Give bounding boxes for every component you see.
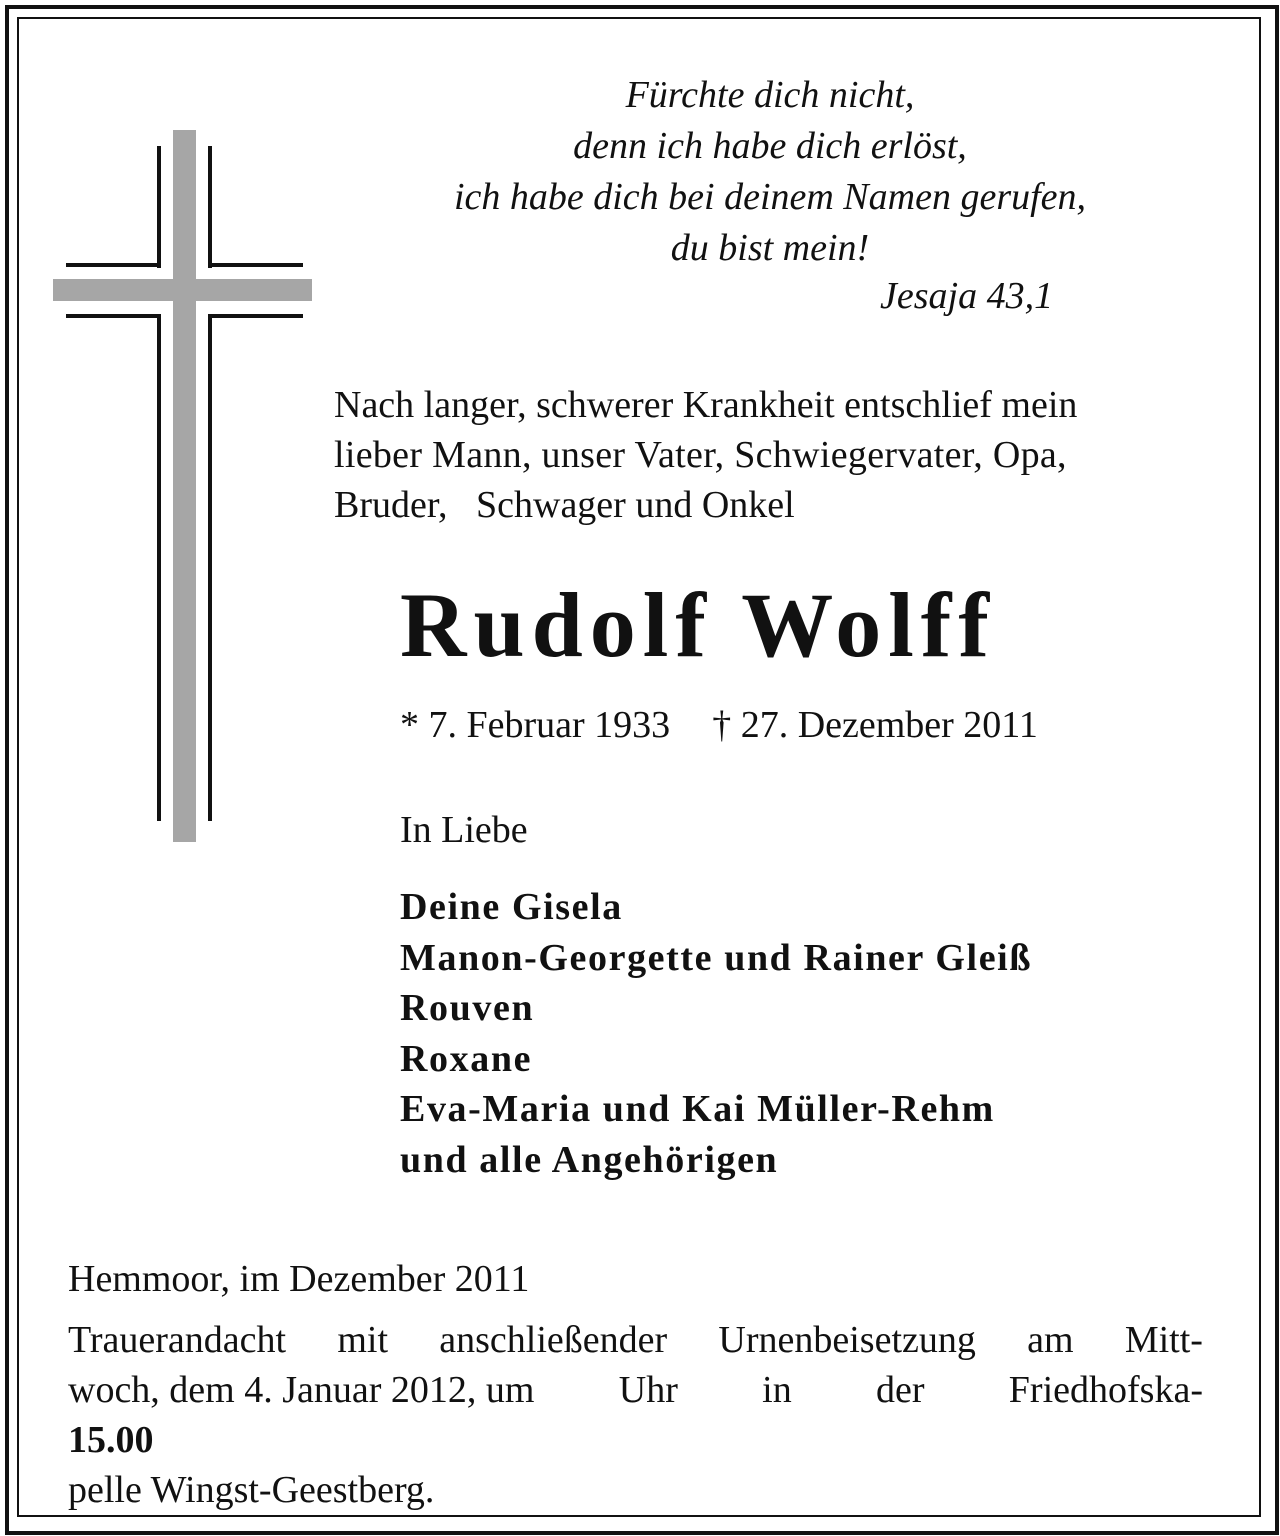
verse-line: Fürchte dich nicht, [625, 74, 915, 116]
bible-verse [390, 70, 1150, 274]
birth-date: * 7. Februar 1933 [400, 704, 671, 746]
intro-text [334, 380, 1077, 530]
closing-phrase: In Liebe [400, 809, 528, 851]
family-member: Eva-Maria und Kai Müller-Rehm [400, 1088, 995, 1130]
service-word: mit [337, 1319, 389, 1361]
service-word: Urnenbeisetzung [718, 1319, 976, 1361]
family-member: Deine Gisela [400, 886, 623, 928]
verse-reference: Jesaja 43,1 [880, 275, 1054, 317]
service-line [68, 1315, 1203, 1365]
family-signatures [400, 882, 1032, 1185]
service-word: Friedhofska- [1008, 1369, 1203, 1411]
family-member: Manon-Georgette und Rainer Gleiß [400, 936, 1033, 979]
service-word: Trauerandacht [68, 1319, 287, 1361]
service-word: anschließender [439, 1319, 668, 1361]
service-word: am [1027, 1319, 1074, 1361]
service-notice [68, 1315, 1208, 1515]
verse-line: ich habe dich bei deinem Namen gerufen, [453, 176, 1087, 218]
family-member: Rouven [400, 987, 535, 1029]
service-word: Mitt- [1124, 1319, 1203, 1361]
service-word: Uhr [618, 1369, 678, 1411]
intro-line: lieber Mann, unser Vater, Schwiegervater, Opa, [334, 434, 1067, 476]
service-line [68, 1365, 1203, 1465]
service-word: in [762, 1369, 792, 1411]
death-date: † 27. Dezember 2011 [712, 704, 1038, 746]
service-line: pelle Wingst-Geestberg. [68, 1469, 435, 1511]
life-dates [400, 703, 1038, 747]
intro-line: Nach langer, schwerer Krankheit entschlief mein [334, 384, 1078, 426]
service-line-start [68, 1365, 534, 1465]
place-date: Hemmoor, im Dezember 2011 [68, 1258, 530, 1300]
service-time: 15.00 [68, 1419, 154, 1461]
service-word: der [875, 1369, 925, 1411]
cross-icon [50, 130, 315, 845]
deceased-name: Rudolf Wolff [400, 574, 997, 676]
intro-line: Bruder, Schwager und Onkel [334, 484, 795, 526]
family-member: Roxane [400, 1037, 533, 1080]
verse-line: denn ich habe dich erlöst, [573, 125, 967, 167]
verse-line: du bist mein! [670, 227, 870, 269]
family-member: und alle Angehörigen [400, 1138, 779, 1181]
service-text: woch, dem 4. Januar 2012, um [68, 1369, 535, 1411]
